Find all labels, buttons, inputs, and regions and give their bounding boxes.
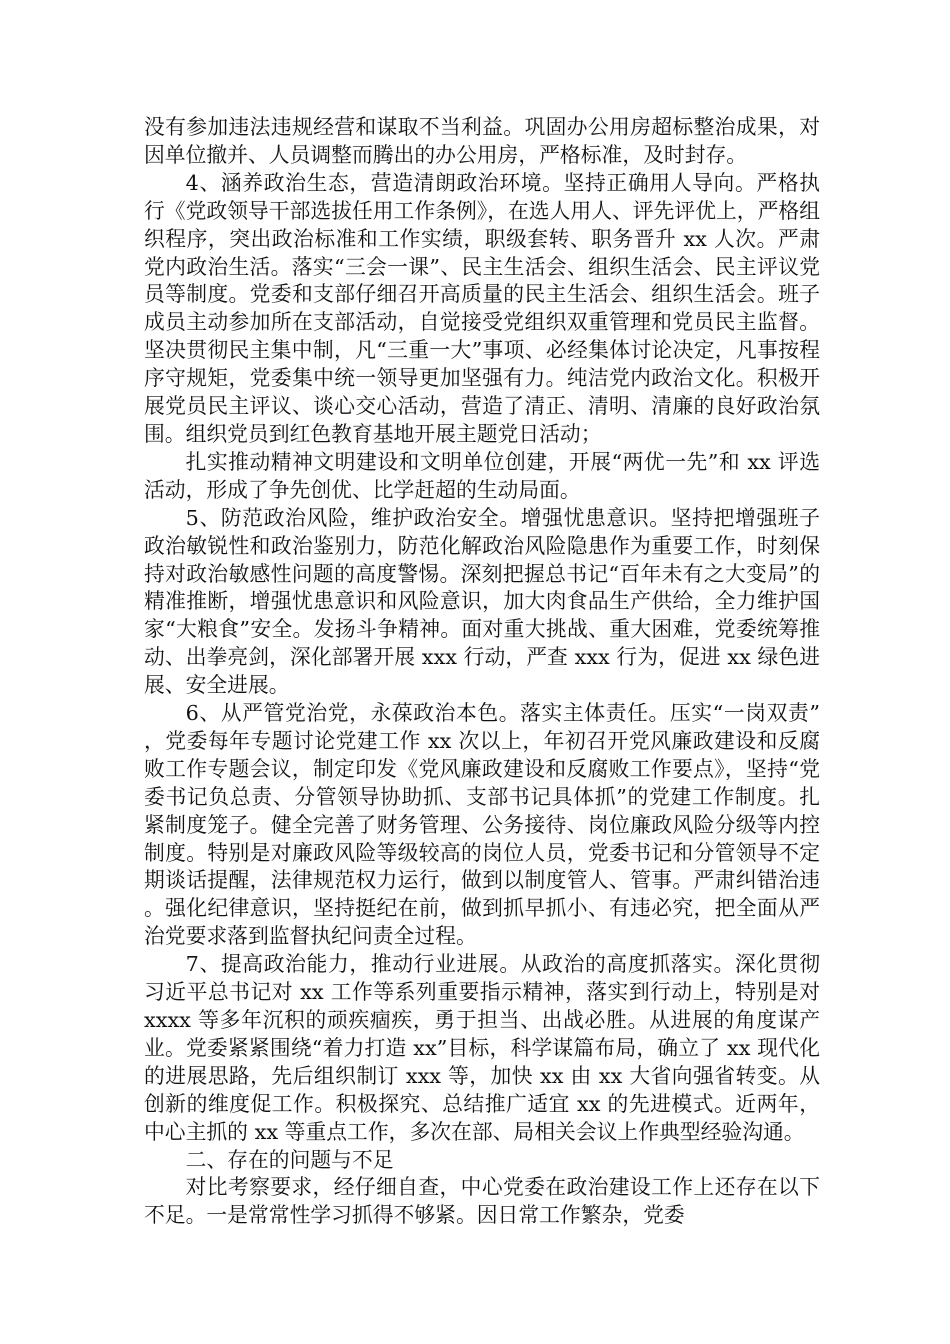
paragraph-problems: 对比考察要求，经仔细自查，中心党委在政治建设工作上还存在以下不足。一是常常性学习抓得不够紧。因日常工作繁杂，党委 (144, 1175, 820, 1228)
paragraph-item-6: 6、从严管党治党，永葆政治本色。落实主体责任。压实“一岗双责”，党委每年专题讨论党建工作 xx 次以上，年初召开党风廉政建设和反腐败工作专题会议，制定印发《党风廉政建设和反腐败工作要点》，坚持“党委书记负总责、分管领导协助抓、支部书记具体抓”的党建工作制度。扎紧制度笼子。健全完善了财务管理、公务接待、岗位廉政风险分级等内控制度。特别是对廉政风险等级较高的岗位人员，党委书记和分管领导不定期谈话提醒，法律规范权力运行，做到以制度管人、管事。严肃纠错治违。强化纪律意识，坚持挺纪在前，做到抓早抓小、有违必究，把全面从严治党要求落到监督执纪问责全过程。 (144, 701, 820, 949)
paragraph-continuation: 没有参加违法违规经营和谋取不当利益。巩固办公用房超标整治成果，对因单位撤并、人员调整而腾出的办公用房，严格标准，及时封存。 (144, 115, 820, 167)
paragraph-item-4: 4、涵养政治生态，营造清朗政治环境。坚持正确用人导向。严格执行《党政领导干部选拔任用工作条例》，在选人用人、评先评优上，严格组织程序，突出政治标准和工作实绩，职级套转、职务晋升 xx 人次。严肃党内政治生活。落实“三会一课”、民主生活会、组织生活会、民主评议党员等制度。党委和支部仔细召开高质量的民主生活会、组织生活会。班子成员主动参加所在支部活动，自觉接受党组织双重管理和党员民主监督。坚决贯彻民主集中制，凡“三重一大”事项、必经集体讨论决定，凡事按程序守规矩，党委集中统一领导更加坚强有力。纯洁党内政治文化。积极开展党员民主评议、谈心交心活动，营造了清正、清明、清廉的良好政治氛围。组织党员到红色教育基地开展主题党日活动； (144, 170, 820, 446)
paragraph-item-7: 7、提高政治能力，推动行业进展。从政治的高度抓落实。深化贯彻习近平总书记对 xx 工作等系列重要指示精神，落实到行动上，特别是对 xxxx 等多年沉积的顽疾痼疾，勇于担当、出战必胜。从进展的角度谋产业。党委紧紧围绕“着力打造 xx”目标，科学谋篇布局，确立了 xx 现代化的进展思路，先后组织制订 xxx 等，加快 xx 由 xx 大省向强省转变。从创新的维度促工作。积极探究、总结推广适宜 xx 的先进模式。近两年，中心主抓的 xx 等重点工作，多次在部、局相关会议上作典型经验沟通。 (144, 952, 820, 1144)
paragraph-civilization: 扎实推动精神文明建设和文明单位创建，开展“两优一先”和 xx 评选活动，形成了争先创优、比学赶超的生动局面。 (144, 449, 820, 502)
paragraph-item-5: 5、防范政治风险，维护政治安全。增强忧患意识。坚持把增强班子政治敏锐性和政治鉴别力，防范化解政治风险隐患作为重要工作，时刻保持对政治敏感性问题的高度警惕。深刻把握总书记“百年未有之大变局”的精准推断，增强忧患意识和风险意识，加大肉食品生产供给，全力维护国家“大粮食”安全。发扬斗争精神。面对重大挑战、重大困难，党委统筹推动、出拳亮剑，深化部署开展 xxx 行动，严查 xxx 行为，促进 xx 绿色进展、安全进展。 (144, 505, 820, 698)
document-body (144, 114, 820, 1230)
section-heading-problems: 二、存在的问题与不足 (185, 1147, 394, 1172)
